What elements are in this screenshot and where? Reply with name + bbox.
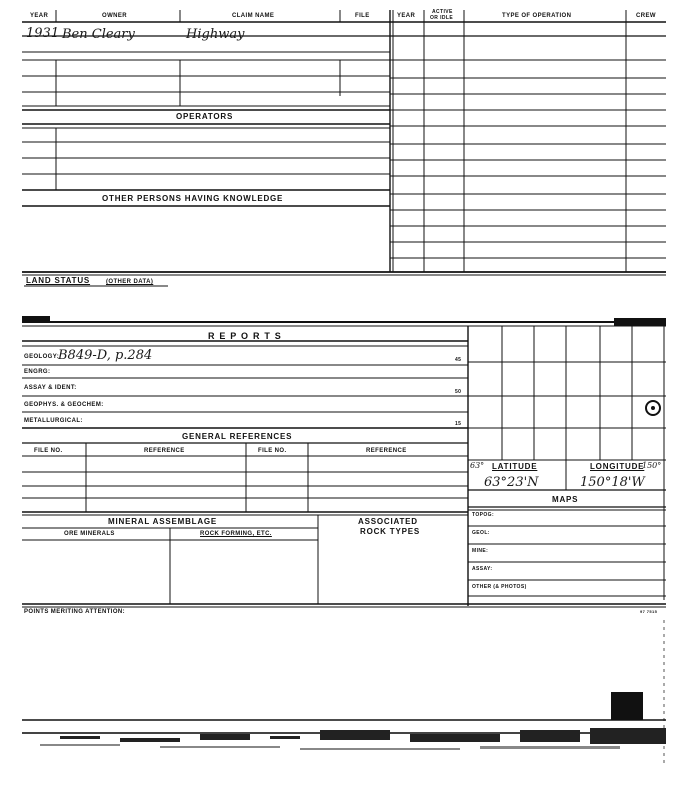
latitude-label: LATITUDE — [492, 462, 538, 471]
ref-col-file-no-1: FILE NO. — [34, 448, 63, 454]
header-file: FILE — [355, 13, 370, 19]
longitude-prefix: 150° — [642, 461, 662, 470]
land-status-title: LAND STATUS — [26, 276, 91, 285]
mineral-assemblage-title: MINERAL ASSEMBLAGE — [108, 517, 218, 526]
maps-other: OTHER (& PHOTOS) — [472, 584, 527, 590]
header-or-idle: OR IDLE — [430, 15, 454, 21]
latitude-prefix: 63° — [470, 461, 485, 470]
other-persons-title: OTHER PERSONS HAVING KNOWLEDGE — [102, 194, 284, 203]
header-year: YEAR — [30, 13, 49, 19]
header-owner: OWNER — [102, 13, 127, 19]
operators-title: OPERATORS — [176, 112, 234, 121]
metallurgical-label: METALLURGICAL: — [24, 418, 83, 424]
geophys-label: GEOPHYS. & GEOCHEM: — [24, 402, 104, 408]
associated-header: ASSOCIATED — [358, 517, 418, 526]
margin-number-50: 50 — [455, 389, 462, 395]
geology-value: B849-D, p.284 — [58, 348, 153, 363]
form-number: 97 7515 — [640, 609, 658, 614]
header-claim-name: CLAIM NAME — [232, 13, 275, 19]
header-crew: CREW — [636, 13, 656, 19]
margin-number-45: 45 — [455, 357, 462, 363]
reports-title: R E P O R T S — [208, 331, 282, 341]
ref-col-file-no-2: FILE NO. — [258, 448, 287, 454]
assay-label: ASSAY & IDENT: — [24, 385, 77, 391]
maps-title: MAPS — [552, 495, 579, 504]
rock-types-header: ROCK TYPES — [360, 527, 421, 536]
land-status-subtitle: (OTHER DATA) — [106, 279, 154, 285]
maps-geol: GEOL: — [472, 530, 490, 536]
points-meriting-attention: POINTS MERITING ATTENTION: — [24, 609, 126, 615]
longitude-label: LONGITUDE — [590, 462, 645, 471]
maps-mine: MINE: — [472, 548, 489, 554]
maps-assay: ASSAY: — [472, 566, 493, 572]
header-type-of-operation: TYPE OF OPERATION — [502, 13, 572, 19]
margin-number-15: 15 — [455, 421, 462, 427]
header-active: ACTIVE — [432, 9, 453, 15]
general-references-title: GENERAL REFERENCES — [182, 432, 293, 441]
entry-year: 1931 — [26, 26, 60, 41]
header-year-2: YEAR — [397, 13, 416, 19]
geology-label: GEOLOGY: — [24, 354, 60, 360]
maps-topog: TOPOG: — [472, 512, 495, 518]
rock-forming-header: ROCK FORMING, ETC. — [200, 531, 272, 537]
engrg-label: ENGRG: — [24, 369, 51, 375]
ore-minerals-header: ORE MINERALS — [64, 531, 115, 537]
latitude-value: 63°23'N — [484, 475, 539, 490]
entry-claim-name: Highway — [186, 27, 245, 42]
ref-col-reference-1: REFERENCE — [144, 448, 185, 454]
ref-col-reference-2: REFERENCE — [366, 448, 407, 454]
entry-owner: Ben Cleary — [62, 27, 135, 42]
longitude-value: 150°18'W — [580, 475, 645, 490]
